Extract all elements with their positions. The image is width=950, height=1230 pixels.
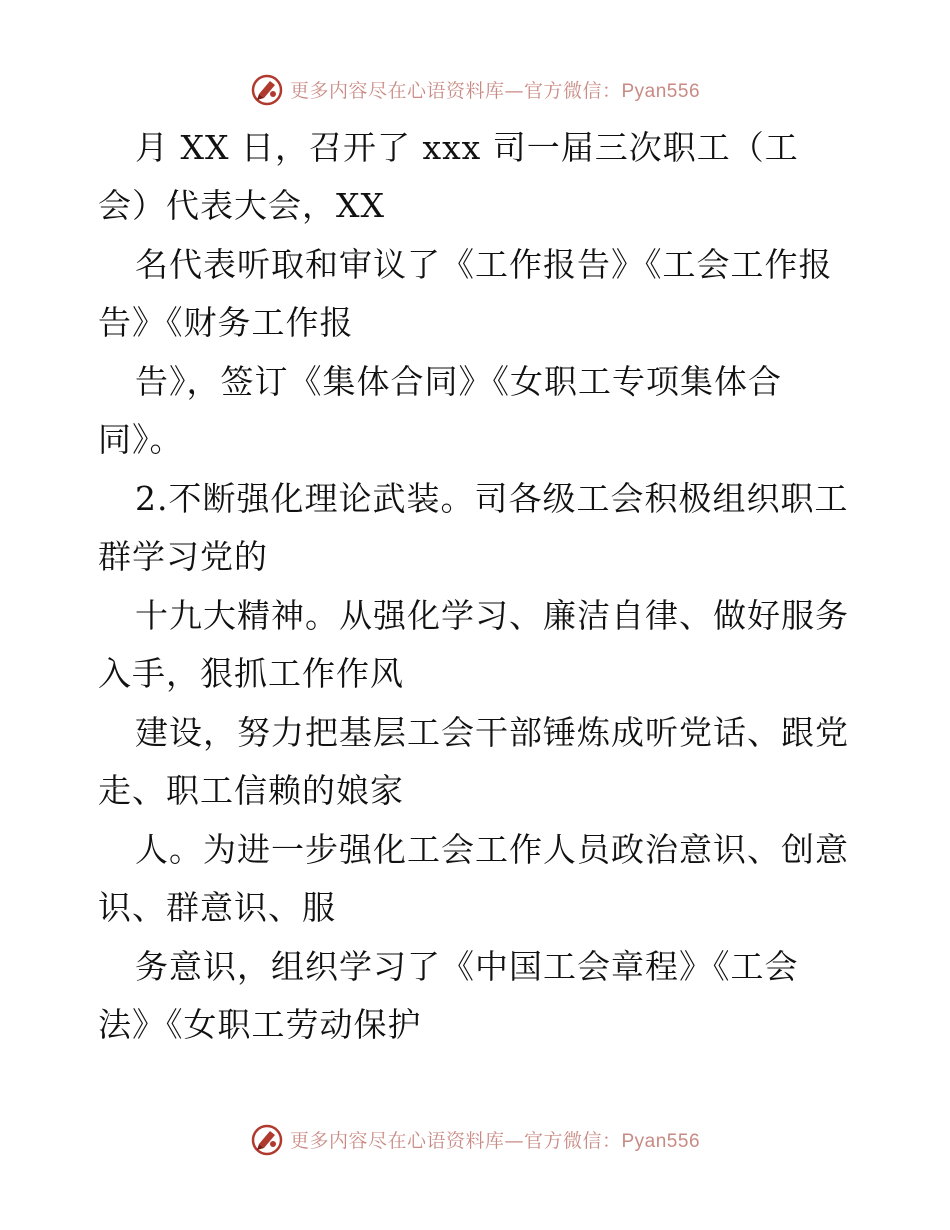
brand-logo-icon bbox=[250, 72, 284, 106]
header-banner bbox=[0, 72, 950, 106]
text-line: 识、群意识、服 bbox=[98, 888, 336, 927]
banner-label bbox=[290, 76, 700, 103]
wechat-id: Pyan556 bbox=[621, 80, 701, 102]
text-line: 告》，签订《集体合同》《女职工专项集体合 bbox=[135, 362, 782, 401]
banner-label bbox=[290, 1126, 700, 1153]
text-line: 人。为进一步强化工会工作人员政治意识、创意 bbox=[135, 830, 849, 869]
text-line: 2.不断强化理论武装。司各级工会积极组织职工 bbox=[135, 479, 849, 518]
text-line: 十九大精神。从强化学习、廉洁自律、做好服务 bbox=[135, 596, 849, 635]
text-line: 建设，努力把基层工会干部锤炼成听党话、跟党 bbox=[135, 713, 849, 752]
text-line: 月 XX 日，召开了 xxx 司一届三次职工（工 bbox=[135, 128, 799, 167]
text-line: 走、职工信赖的娘家 bbox=[98, 771, 404, 810]
wechat-id: Pyan556 bbox=[621, 1130, 701, 1152]
footer-banner bbox=[0, 1122, 950, 1156]
brand-logo-icon bbox=[250, 1122, 284, 1156]
text-line: 入手，狠抓工作作风 bbox=[98, 654, 404, 693]
banner-slogan: 更多内容尽在心语资料库—官方微信： bbox=[289, 79, 622, 102]
text-line: 法》《女职工劳动保护 bbox=[98, 1005, 422, 1044]
banner-slogan: 更多内容尽在心语资料库—官方微信： bbox=[289, 1129, 622, 1152]
text-line: 同》。 bbox=[98, 420, 184, 459]
text-line: 告》《财务工作报 bbox=[98, 303, 354, 342]
text-line: 会）代表大会，XX bbox=[98, 186, 385, 225]
text-line: 群学习党的 bbox=[98, 537, 268, 576]
text-line: 名代表听取和审议了《工作报告》《工会工作报 bbox=[135, 245, 833, 284]
text-line: 务意识，组织学习了《中国工会章程》《工会 bbox=[135, 947, 799, 986]
